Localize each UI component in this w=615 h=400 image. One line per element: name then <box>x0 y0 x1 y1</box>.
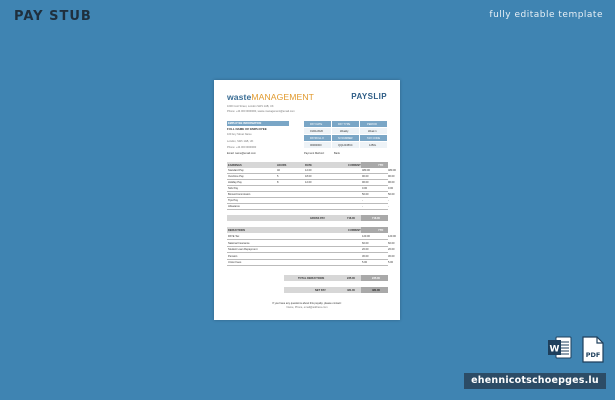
company-logo <box>227 92 314 102</box>
info-value-cell: QQ123456C <box>332 142 359 148</box>
earnings-cell: 50.00 <box>388 193 395 196</box>
deduction-cell: 20.00 <box>388 248 395 251</box>
earnings-cell: - <box>362 199 363 202</box>
payslip-title: PAYSLIP <box>351 92 387 101</box>
gross-pay-ytd: 716.00 <box>372 216 380 220</box>
gross-pay-label: GROSS PAY <box>310 216 325 220</box>
earnings-cell: 480.00 <box>362 169 370 172</box>
earnings-cell: 96.00 <box>388 181 395 184</box>
pdf-icon-label: PDF <box>585 351 601 359</box>
row-divider <box>227 265 388 266</box>
earnings-cell: - <box>388 205 389 208</box>
deduction-cell: 5.00 <box>388 261 394 264</box>
row-divider <box>227 173 388 174</box>
deduction-cell: 60.00 <box>362 241 369 245</box>
deduction-cell: 120.00 <box>388 235 396 238</box>
info-header-cell: PERIOD <box>360 121 387 127</box>
earnings-cell: 12.00 <box>305 181 312 184</box>
earnings-cell: 90.00 <box>362 175 369 178</box>
earnings-cell: 0.00 <box>388 187 394 190</box>
row-divider <box>227 246 388 247</box>
deductions-ytd-header <box>361 227 388 233</box>
deductions-ytd-header-label: YTD <box>378 228 384 232</box>
net-pay-current: 481.00 <box>347 288 355 292</box>
earnings-label: Overtime Pay <box>228 175 244 178</box>
total-deductions-ytd: 235.00 <box>372 276 380 280</box>
deductions-header-label: DEDUCTIONS <box>228 228 246 232</box>
info-value-cell: 00000000 <box>304 142 331 148</box>
earnings-label: Sick Pay <box>228 187 239 190</box>
deduction-cell: 60.00 <box>388 241 395 245</box>
gross-pay-current: 716.00 <box>347 216 355 220</box>
earnings-cell: 5 <box>277 175 279 178</box>
deduction-cell: 20.00 <box>362 248 369 251</box>
earnings-label: Holiday Pay <box>228 181 242 184</box>
info-header-cell: PAY DATE <box>304 121 331 127</box>
earnings-cell: 50.00 <box>362 193 369 196</box>
earnings-cell: - <box>388 199 389 202</box>
row-divider <box>227 259 388 260</box>
deduction-cell: 30.00 <box>388 254 395 258</box>
row-divider <box>227 197 388 198</box>
page-subtitle: fully editable template <box>489 10 603 20</box>
employee-section-label: EMPLOYEE INFORMATION <box>228 122 262 125</box>
total-deductions-label: TOTAL DEDUCTIONS <box>298 276 325 280</box>
logo-part-management: MANAGEMENT <box>251 92 314 102</box>
company-address-line2: Phone: +44 000 0000000, waste.management@email.com <box>227 110 295 113</box>
info-header-cell: NI NUMBER <box>332 135 359 141</box>
info-value-cell: Week 1 <box>360 128 387 134</box>
earnings-cell: 8 <box>277 181 279 184</box>
employee-name: FULL NAME OF EMPLOYEE <box>227 127 267 131</box>
deduction-cell: 5.00 <box>362 261 368 264</box>
earnings-label: Bonus/Commission <box>228 193 251 196</box>
ytd-header: YTD <box>378 163 384 167</box>
company-address-line1: 1000 Cool Street, London SW1 1AB, UK <box>227 105 274 108</box>
row-divider <box>227 179 388 180</box>
row-divider <box>227 239 388 240</box>
pay-info-grid <box>304 121 388 152</box>
info-value-cell: Weekly <box>332 128 359 134</box>
payment-method-value: Bank <box>334 152 340 155</box>
earnings-cell: - <box>362 205 363 208</box>
row-divider <box>227 191 388 192</box>
earnings-header-label: EARNINGS <box>228 163 242 167</box>
employee-line3: Phone: +44 000 0000000 <box>227 146 257 149</box>
pdf-file-icon[interactable] <box>581 336 605 363</box>
word-icon-letter: W <box>549 344 560 355</box>
deduction-label: PAYE Tax <box>228 235 240 238</box>
info-value-cell: 1250L <box>360 142 387 148</box>
row-divider <box>227 185 388 186</box>
row-divider <box>227 203 388 204</box>
deduction-label: National Insurance <box>228 241 250 245</box>
site-watermark[interactable]: ehennicotschoepges.lu <box>464 373 606 389</box>
employee-line2: London, SW1 1AB, UK <box>227 140 254 143</box>
deduction-cell: 120.00 <box>362 235 370 238</box>
earnings-label: Tips Pay <box>228 199 238 202</box>
footer-line1: If you have any questions about this payslip, please contact: <box>272 302 342 305</box>
logo-part-waste: waste <box>227 92 252 102</box>
earnings-cell: 12.00 <box>305 169 312 172</box>
earnings-cell: 0.00 <box>362 187 368 190</box>
total-deductions-current: 235.00 <box>347 276 355 280</box>
payslip-document <box>214 80 400 320</box>
earnings-label: Allowance <box>228 205 240 208</box>
deduction-label: Student Loan Repayment <box>228 248 258 251</box>
info-value-cell: 01/01/2020 <box>304 128 331 134</box>
row-divider <box>227 209 388 210</box>
earnings-cell: 480.00 <box>388 169 396 172</box>
earnings-cell: 18.00 <box>305 175 312 178</box>
page-title: PAY STUB <box>14 9 92 24</box>
word-file-icon[interactable] <box>548 336 572 360</box>
info-header-cell: PAYROLL # <box>304 135 331 141</box>
net-pay-ytd: 481.00 <box>372 288 380 292</box>
info-header-cell: PAY TYPE <box>332 121 359 127</box>
footer-line2: Name, Phone, email@address.com <box>286 306 328 309</box>
info-header-cell: TAX CODE <box>360 135 387 141</box>
deduction-label: Pension <box>228 254 238 258</box>
earnings-label: Standard Pay <box>228 169 244 172</box>
row-divider <box>227 252 388 253</box>
deduction-cell: 30.00 <box>362 254 369 258</box>
payment-method-label: Payment Method: <box>304 152 325 155</box>
rate-header: RATE <box>305 163 312 167</box>
hours-header: HOURS <box>277 163 287 167</box>
earnings-cell: 90.00 <box>388 175 395 178</box>
earnings-ytd-header <box>361 162 388 168</box>
deduction-label: Union Fees <box>228 261 242 264</box>
current-header: CURRENT <box>348 163 361 167</box>
employee-line1: 100 Any Street Name <box>227 133 252 136</box>
employee-line4: Email: name@email.com <box>227 152 256 155</box>
net-pay-label: NET PAY <box>315 288 326 292</box>
earnings-cell: 96.00 <box>362 181 369 184</box>
deductions-current-header: CURRENT <box>348 228 361 232</box>
earnings-cell: 40 <box>277 169 280 172</box>
